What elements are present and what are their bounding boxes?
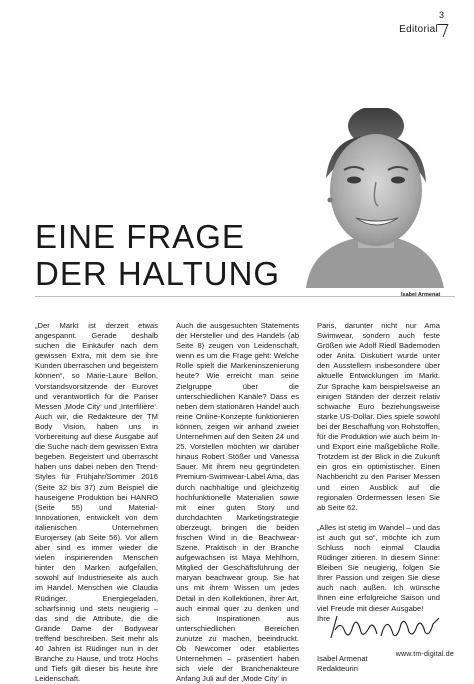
photo-caption: Isabel Armenat: [401, 292, 441, 298]
column-2-text: Auch die ausgesuchten Statements der Hersteller und des Handels (ab Seite 8) zeugen von Leidenschaft, wenn es um die Frage geht: Welche Rolle spielt die Markeninszenierung heute? Wie erreicht man seine Zielgruppe über die unterschiedlichen Kanäle? Dass es neben dem stationären Handel auch reine Online-Konzepte funktionieren können, zeigen wir anhand zweier Unternehmen auf den Seiten 24 und 25. Vorstellen möchten wir darüber hinaus Robert Stößer und Vanessa Sauer. Mit ihrem neu gegründeten Premium-Swimwear-Label Ama, das durch nachhaltige und gleichzeitig hochfunktionelle Materialien sowie mit einer guten Story und durchdachten Marketingstrategie überzeugt, bringen die beiden frischen Wind in die Beachwear-Szene. Praktisch in der Branche aufgewachsen ist Maya Mehlhorn, Mitglied der Geschäftsführung der maryan beachwear group. Sie hat uns mit ihrem Wissen um jedes Detail in den Kollektionen, ihrer Art, auch einmal quer zu denken und sich Inspirationen aus unterschiedlichen Bereichen zunutze zu machen, beeindruckt. Ob Newcomer oder etabliertes Unternehmen – präsentiert haben sich viele der Branchenakteure Anfang Juli auf der ‚Mode City‘ in: [176, 321, 299, 684]
column-3-text-2: „Alles ist stetig im Wandel – und das ist auch gut so“, möchte ich zum Schluss noch einmal Claudia Rüdinger zitieren. In diesem Sinne: Bleiben Sie neugierig, folgen Sie Ihrer Passion und zeigen Sie diese auch nach außen. Ich wünsche Ihnen eine erfolgreiche Saison und viel Freude mit dieser Ausgabe!: [317, 522, 440, 613]
author-role: Redakteurin: [317, 663, 358, 673]
article-column-2: [176, 321, 299, 684]
headline-line-1: EINE FRAGE: [35, 218, 245, 255]
footer-url: www.tm-digital.de: [395, 651, 454, 658]
column-1-text: „Der Markt ist derzeit etwas angespannt. Gerade deshalb suchen die Einkäufer nach dem gewissen Extra, mit dem sie ihre Kunden überraschen und begeistern können“, so Marie-Laure Bellon, Vorstandsvorsitzende der Eurovet und verantwortlich für die Pariser Messen ‚Mode City‘ und ‚Interfilière‘. Auch wir, die Redakteure der TM Body Vision, haben uns in Vorbereitung auf diese Ausgabe auf die Suche nach dem gewissen Extra begeben. Begeistert und überrascht haben uns dabei neben den Trend-Styles für Frühjahr/Sommer 2016 (Seite 32 bis 37) zum Beispiel die hauseigene Produktion bei HANRO (Seite 55) und Material-Innovationen, entwickelt von dem italienischen Unternehmen Eurojersey (ab Seite 56). Vor allem aber sind es immer wieder die vielen inspirierenden Menschen hinter den Marken aufgefallen, sowohl auf Industrieseite als auch im Handel. Menschen wie Claudia Rüdinger. Energiegeladen, scharfsinnig und stets neugierig – das sind die Attribute, die die Grande Dame der Bodywear treffend beschreiben. Seit mehr als 40 Jahren ist Rüdinger nun in der Branche zu Hause, und trotz Hochs und Tiefs gilt dieser bis heute ihre Leidenschaft.: [35, 321, 158, 684]
author-name: Isabel Armenat: [317, 653, 368, 663]
section-label: Editorial: [399, 24, 438, 35]
headline-line-2: DER HALTUNG: [35, 255, 281, 292]
closing-word: Ihre: [317, 613, 331, 623]
headline: [35, 218, 315, 292]
article-column-3: [317, 321, 440, 674]
article-column-1: [35, 321, 158, 684]
page-number: 3: [438, 10, 444, 20]
signature: [317, 624, 440, 654]
column-3-text: Paris, darunter nicht nur Ama Swimwear, sondern auch feste Größen wie Adolf Riedl Bademoden oder Anita. Diskutiert wurde unter den Ausstellern insbesondere über aktuelle Entwicklungen im Markt. Zur Sprache kam beispielsweise an einigen Ständen der derzeit relativ schwache Euro beziehungsweise starke US-Dollar. Dies spiele sowohl bei der Beschaffung von Rohstoffen, für die Produktion wie auch beim In- und Export eine maßgebliche Rolle. Trotzdem ist der Blick in die Zukunft ein gros ein optimistischer. Einen Nachbericht zu den Pariser Messen und einen Ausblick auf die regionalen Ordermessen lesen Sie ab Seite 62.: [317, 321, 440, 512]
divider-rule: [35, 296, 455, 297]
